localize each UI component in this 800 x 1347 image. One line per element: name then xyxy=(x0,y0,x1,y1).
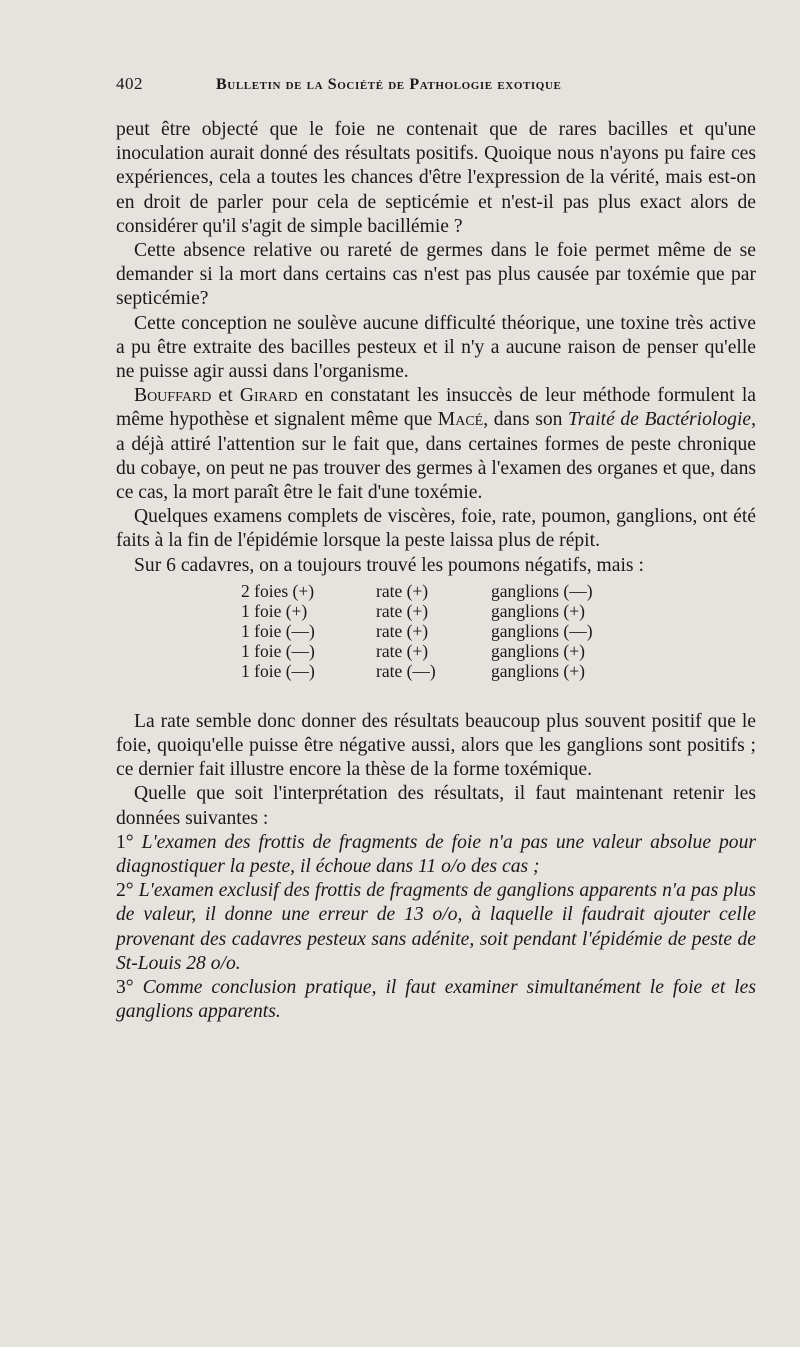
result-rate: rate (+) xyxy=(376,620,429,641)
result-rate: rate (—) xyxy=(376,660,436,681)
result-rate: rate (+) xyxy=(376,640,429,661)
result-rate: rate (+) xyxy=(376,600,429,621)
result-ganglions: ganglions (—) xyxy=(491,580,593,601)
paragraph: Cette absence relative ou rareté de germes dans le foie permet même de se demander si la mort dans certains cas n'est pas plus causée par toxémie que par septicémie? xyxy=(116,240,756,310)
result-foie: 2 foies (+) xyxy=(241,580,315,601)
conclusion-item xyxy=(116,879,756,976)
text-fragment: en constatant les insuccès de leur méthode formulent la même hypothèse et signalent même que xyxy=(116,385,756,431)
result-rate: rate (+) xyxy=(376,580,429,601)
item-text: L'examen des frottis de fragments de foie n'a pas une valeur absolue pour diagnostiquer la peste, il échoue dans 11 o/o des cas ; xyxy=(116,831,756,878)
result-foie: 1 foie (—) xyxy=(241,660,315,681)
conclusion-item xyxy=(116,976,756,1024)
text-fragment: , a déjà attiré l'attention sur le fait que, dans certaines formes de peste chronique du cobaye, on peut ne pas trouver des germes à l'examen des organes et que, dans ce cas, la mort paraît être le fait d'une toxémie. xyxy=(116,409,756,504)
running-header xyxy=(116,74,756,102)
paragraph: Quelques examens complets de viscères, foie, rate, poumon, ganglions, ont été faits à la fin de l'épidémie lorsque la peste laissa plus de répit. xyxy=(116,506,756,552)
paragraph: Sur 6 cadavres, on a toujours trouvé les poumons négatifs, mais : xyxy=(134,554,644,576)
result-foie: 1 foie (+) xyxy=(241,600,308,621)
item-text: Comme conclusion pratique, il faut examiner simultanément le foie et les ganglions apparents. xyxy=(116,977,757,1023)
result-foie: 1 foie (—) xyxy=(241,640,315,661)
author-name: Bouffard xyxy=(134,385,212,407)
paragraph-continuation: peut être objecté que le foie ne contenait que de rares bacilles et qu'une inoculation aurait donné des résultats positifs. Quoique nous n'ayons pu faire ces expériences, cela a toutes les chances d'être l'expression de la vérité, mais est-on en droit de parler pour cela de septicémie et n'est-il pas plus exact alors de considérer qu'il s'agit de simple bacillémie ? xyxy=(116,119,756,237)
paragraph: La rate semble donc donner des résultats beaucoup plus souvent positif que le foie, quoiqu'elle puisse être négative aussi, alors que les ganglions sont positifs ; ce dernier fait illustre encore la thèse de la forme toxémique. xyxy=(116,710,756,781)
text-fragment: , dans son xyxy=(483,409,568,431)
book-title: Traité de Bactériologie xyxy=(567,409,752,431)
running-title: Bulletin de la Société de Pathologie exotique xyxy=(216,76,562,93)
item-number: 3° xyxy=(116,977,134,999)
result-ganglions: ganglions (+) xyxy=(491,600,585,621)
page-number: 402 xyxy=(116,74,143,93)
result-ganglions: ganglions (+) xyxy=(491,640,585,661)
result-ganglions: ganglions (—) xyxy=(491,620,593,641)
results-list xyxy=(116,582,756,682)
result-ganglions: ganglions (+) xyxy=(491,660,585,681)
author-name: Macé xyxy=(437,409,484,431)
paragraph-authors xyxy=(116,384,756,505)
paragraph: Cette conception ne soulève aucune difficulté théorique, une toxine très active a pu être extraite des bacilles pesteux et il n'y a aucune raison de penser qu'elle ne puisse agir aussi dans l'organisme. xyxy=(116,312,756,383)
text-fragment: et xyxy=(211,385,240,407)
item-number: 1° xyxy=(116,831,134,853)
conclusion-item xyxy=(116,831,756,879)
author-name: Girard xyxy=(239,385,298,407)
result-foie: 1 foie (—) xyxy=(241,620,315,641)
body-text xyxy=(116,118,756,1025)
item-text: L'examen exclusif des frottis de fragments de ganglions apparents n'a pas plus de valeur, il donne une erreur de 13 o/o, à laquelle il faudrait ajouter celle provenant des cadavres pesteux sans adénite, soit pendant l'épidémie de peste de St-Louis 28 o/o. xyxy=(116,880,756,974)
item-number: 2° xyxy=(116,880,134,902)
paragraph: Quelle que soit l'interprétation des résultats, il faut maintenant retenir les données suivantes : xyxy=(116,783,756,829)
